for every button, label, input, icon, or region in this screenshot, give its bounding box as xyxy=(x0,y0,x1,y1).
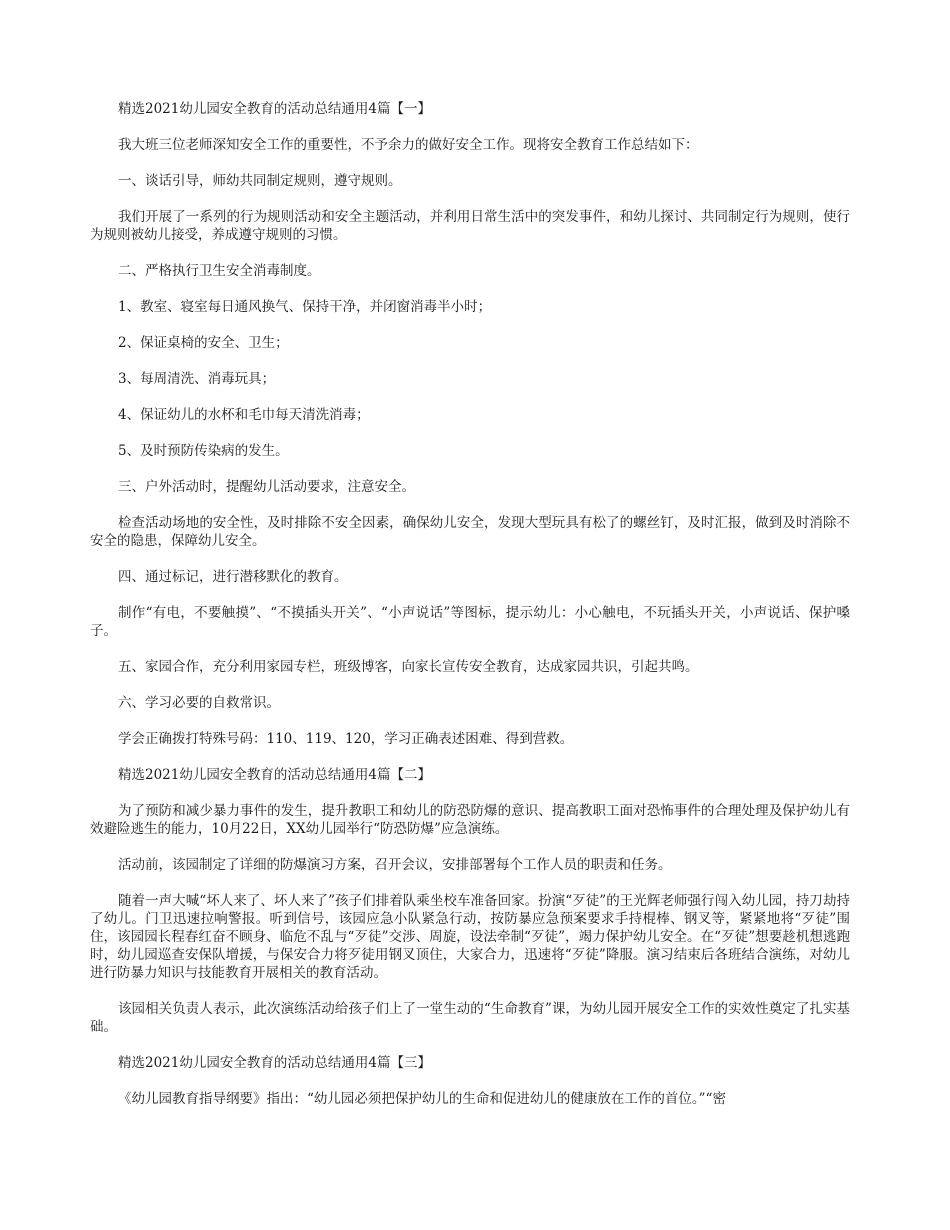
paragraph: 我大班三位老师深知安全工作的重要性，不予余力的做好安全工作。现将安全教育工作总结如下： xyxy=(118,137,699,153)
paragraph: 三、户外活动时，提醒幼儿活动要求，注意安全。 xyxy=(118,479,415,495)
paragraph: 四、通过标记，进行潜移默化的教育。 xyxy=(118,569,348,585)
paragraph: 二、严格执行卫生安全消毒制度。 xyxy=(118,263,321,279)
section-heading: 精选2021幼儿园安全教育的活动总结通用4篇【三】 xyxy=(118,1055,431,1071)
section-heading: 精选2021幼儿园安全教育的活动总结通用4篇【一】 xyxy=(118,101,431,117)
paragraph: 1、教室、寝室每日通风换气、保持干净，并闭窗消毒半小时； xyxy=(118,299,492,315)
paragraph: 学会正确拨打特殊号码：110、119、120，学习正确表述困难、得到营救。 xyxy=(118,731,574,747)
paragraph: 六、学习必要的自救常识。 xyxy=(118,695,280,711)
paragraph: 4、保证幼儿的水杯和毛巾每天清洗消毒； xyxy=(118,407,370,423)
paragraph: 制作“有电，不要触摸”、“不摸插头开关”、“小声说话”等图标，提示幼儿：小心触电，不玩插头开关，小声说话、保护嗓子。 xyxy=(90,605,850,639)
paragraph: 《幼儿园教育指导纲要》指出：“幼儿园必须把保护幼儿的生命和促进幼儿的健康放在工作的首位。”“密 xyxy=(118,1091,726,1107)
paragraph: 五、家园合作，充分利用家园专栏，班级博客，向家长宣传安全教育，达成家园共识，引起共鸣。 xyxy=(118,659,699,675)
paragraph: 5、及时预防传染病的发生。 xyxy=(118,443,289,459)
paragraph: 该园相关负责人表示，此次演练活动给孩子们上了一堂生动的“生命教育”课，为幼儿园开展安全工作的实效性奠定了扎实基础。 xyxy=(90,1001,850,1035)
paragraph: 我们开展了一系列的行为规则活动和安全主题活动，并利用日常生活中的突发事件，和幼儿探讨、共同制定行为规则，使行为规则被幼儿接受，养成遵守规则的习惯。 xyxy=(90,209,850,243)
paragraph: 检查活动场地的安全性，及时排除不安全因素，确保幼儿安全，发现大型玩具有松了的螺丝钉，及时汇报，做到及时消除不安全的隐患，保障幼儿安全。 xyxy=(90,515,850,549)
paragraph: 活动前，该园制定了详细的防爆演习方案，召开会议，安排部署每个工作人员的职责和任务。 xyxy=(118,857,672,873)
paragraph: 2、保证桌椅的安全、卫生； xyxy=(118,335,289,351)
paragraph: 3、每周清洗、消毒玩具； xyxy=(118,371,276,387)
section-heading: 精选2021幼儿园安全教育的活动总结通用4篇【二】 xyxy=(118,767,431,783)
paragraph: 为了预防和减少暴力事件的发生，提升教职工和幼儿的防恐防爆的意识、提高教职工面对恐怖事件的合理处理及保护幼儿有效避险逃生的能力，10月22日，XX幼儿园举行“防恐防爆”应急演练。 xyxy=(90,803,850,837)
paragraph: 随着一声大喊“坏人来了、坏人来了”孩子们排着队乘坐校车准备回家。扮演“歹徒”的王光辉老师强行闯入幼儿园，持刀劫持了幼儿。门卫迅速拉响警报。听到信号，该园应急小队紧急行动，按防暴应急预案要求手持棍棒、钢叉等，紧紧地将“歹徒”围住，该园园长程春红奋不顾身、临危不乱与“歹徒”交涉、周旋，设法牵制“歹徒”，竭力保护幼儿安全。在“歹徒”想要趁机想逃跑时，幼儿园巡查安保队增援，与保安合力将歹徒用钢叉顶住，大家合力，迅速将“歹徒”降服。演习结束后各班结合演练，对幼儿进行防暴力知识与技能教育开展相关的教育活动。 xyxy=(90,893,850,981)
paragraph: 一、谈话引导，师幼共同制定规则，遵守规则。 xyxy=(118,173,402,189)
document-body xyxy=(90,100,850,1126)
